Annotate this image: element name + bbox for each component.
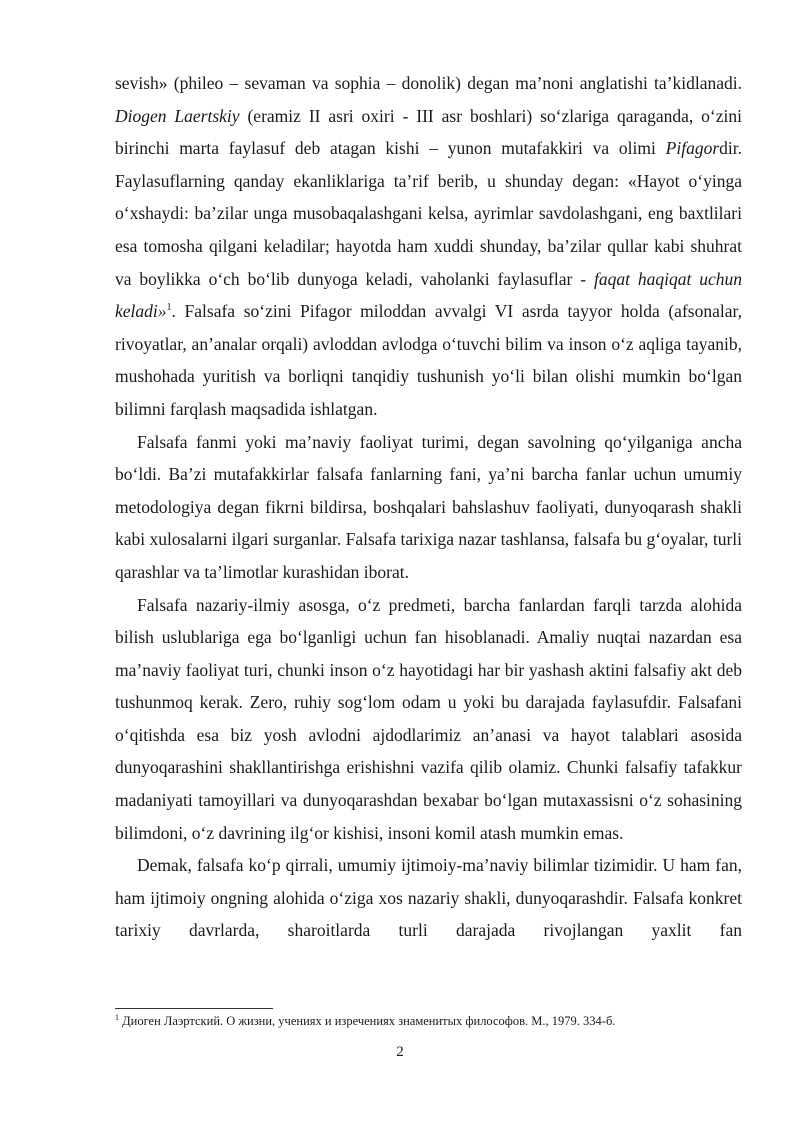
body-text — [115, 67, 742, 947]
paragraph-1 — [115, 67, 742, 426]
footnote — [115, 1013, 755, 1029]
p1-text-e: dir. Faylasuflarning qanday ekanliklariga ta’rif berib, u shunday degan: «Hayot o‘yinga o‘xshaydi: ba’zilar unga musobaqalashgani kelsa, ayrimlar savdolashgani, eng baxtlilari esa tomosha qilgani keladilar; hayotda ham xuddi shunday, ba’zilar qullar kabi shuhrat va boylikka o‘ch bo‘lib dunyoga keladi, vaholanki faylasuflar - — [115, 138, 742, 289]
footnote-divider — [115, 1008, 273, 1009]
footnote-text: Диоген Лаэртский. О жизни, учениях и изречениях знаменитых философов. М., 1979. 334-б. — [119, 1014, 616, 1028]
footnote-reference[interactable]: 1 — [166, 302, 172, 314]
paragraph-2: Falsafa fanmi yoki ma’naviy faoliyat turimi, degan savolning qo‘yilganiga ancha bo‘ldi. Ba’zi mutafakkirlar falsafa fanlarning fani, ya’ni barcha fanlar uchun umumiy metodologiya degan fikrni bildirsa, boshqalari bahslashuv faoliyati, dunyoqarash shakli kabi xulosalarni ilgari surganlar. Falsafa tarixiga nazar tashlansa, falsafa bu g‘oyalar, turli qarashlar va ta’limotlar kurashidan iborat. — [115, 431, 742, 582]
paragraph-4: Demak, falsafa ko‘p qirrali, umumiy ijtimoiy-ma’naviy bilimlar tizimidir. U ham fan, ham ijtimoiy ongning alohida o‘ziga xos nazariy shakli, dunyoqarashdir. Falsafa konkret tarixiy davrlarda, sharoitlarda turli darajada rivojlangan yaxlit fan — [115, 855, 742, 941]
p1-italic-author: Diogen Laertskiy — [115, 105, 240, 126]
p1-italic-name: Pifagor — [665, 138, 720, 159]
p1-text-g: . Falsafa so‘zini Pifagor miloddan avvalgi VI asrda tayyor holda (afsonalar, rivoyatlar, an’analar orqali) avloddan avlodga o‘tuvchi bilim va inson o‘z aqliga tayanib, mushohada yuritish va borliqni tanqidiy tushunish yo‘li bilan olishi mumkin bo‘lgan bilimni farqlash maqsadida ishlatgan. — [115, 301, 742, 419]
p1-text-c: (eramiz II asri oxiri - III asr boshlari) so‘zlariga qaraganda, o‘zini birinchi marta faylasuf deb atagan kishi – yunon mutafakkiri va olimi — [115, 105, 742, 159]
footnote-mark: 1 — [115, 1012, 119, 1022]
p1-italic-quote: faqat haqiqat uchun keladi» — [115, 268, 742, 322]
paragraph-3: Falsafa nazariy-ilmiy asosga, o‘z predmeti, barcha fanlardan farqli tarzda alohida bilish uslublariga ega bo‘lganligi uchun fan hisoblanadi. Amaliy nuqtai nazardan esa ma’naviy faoliyat turi, chunki inson o‘z hayotidagi har bir yashash aktini falsafiy akt deb tushunmoq kerak. Zero, ruhiy sog‘lom odam u yoki bu darajada faylasufdir. Falsafani o‘qitishda esa biz yosh avlodni ajdodlarimiz an’anasi va hayot talablari asosida dunyoqarashini shakllantirishga erishishni vazifa qilib olamiz. Chunki falsafiy tafakkur madaniyati tamoyillari va dunyoqarashdan bexabar bo‘lgan mutaxassisni o‘z sohasining bilimdoni, o‘z davrining ilg‘or kishisi, insoni komil atash mumkin emas. — [115, 594, 742, 843]
p1-text-a: sevish» (phileo – sevaman va sophia – donolik) degan ma’noni anglatishi ta’kidlanadi. — [115, 73, 742, 93]
page-number: 2 — [396, 1044, 404, 1060]
